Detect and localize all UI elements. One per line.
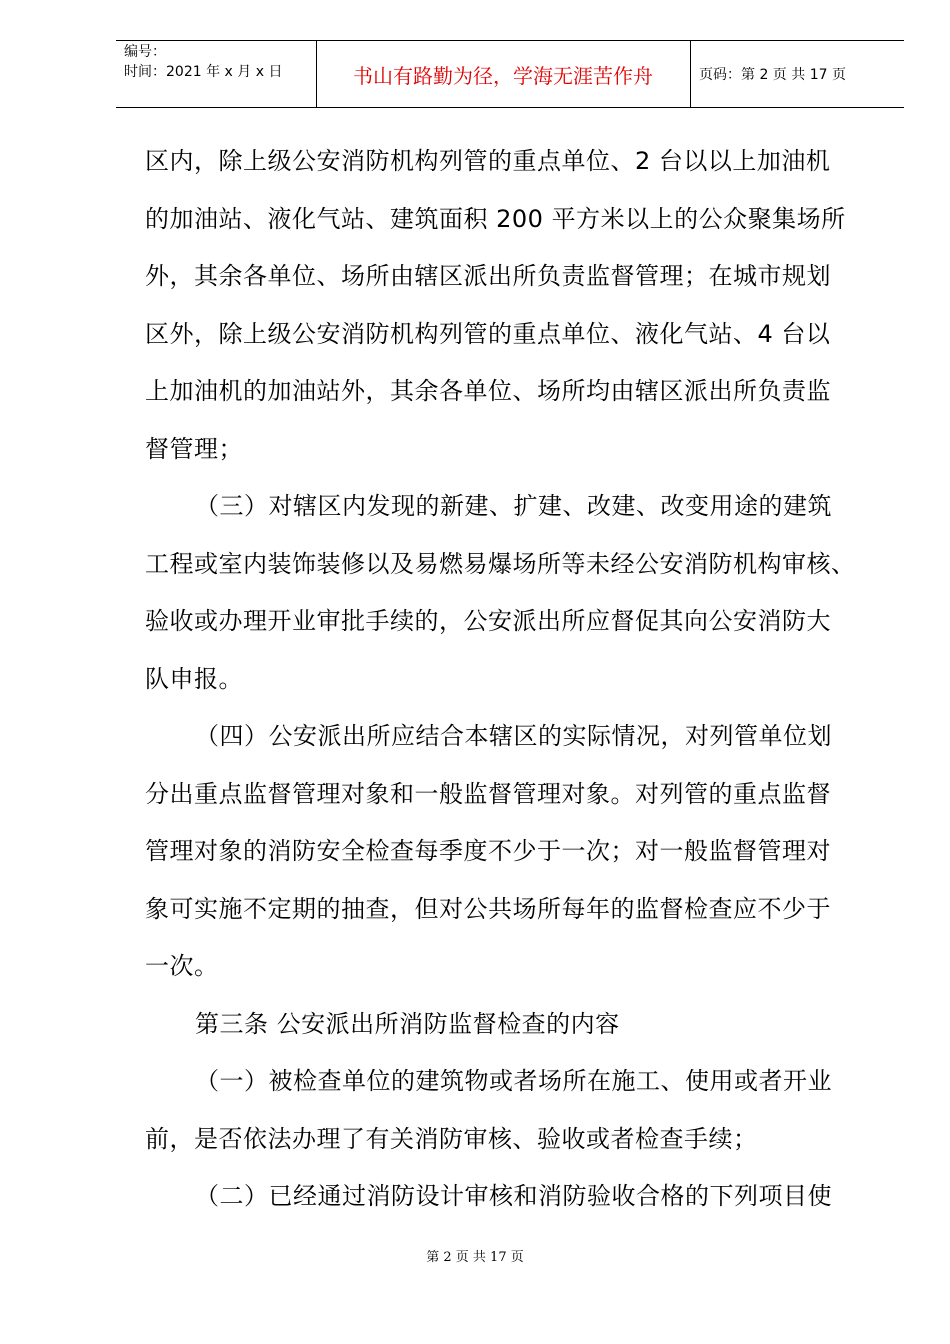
body-line: 的加油站、液化气站、建筑面积 200 平方米以上的公众聚集场所 — [145, 204, 846, 233]
time-label: 时间：2021 年 x 月 x 日 — [124, 64, 283, 80]
number-label: 编号： — [124, 44, 166, 60]
body-line: （一）被检查单位的建筑物或者场所在施工、使用或者开业 — [195, 1067, 832, 1095]
body-line: （二）已经通过消防设计审核和消防验收合格的下列项目使 — [195, 1182, 832, 1210]
body-line: 区内，除上级公安消防机构列管的重点单位、2 台以以上加油机 — [145, 147, 831, 175]
body-line: 外，其余各单位、场所由辖区派出所负责监督管理；在城市规划 — [145, 262, 831, 290]
body-line: （三）对辖区内发现的新建、扩建、改建、改变用途的建筑 — [195, 492, 832, 520]
document-body — [145, 133, 865, 1226]
header-meta — [116, 41, 317, 107]
body-line: 督管理； — [145, 434, 243, 463]
body-line: 队申报。 — [145, 664, 243, 693]
page-footer: 第 2 页 共 17 页 — [426, 1250, 524, 1265]
body-line: 验收或办理开业审批手续的，公安派出所应督促其向公安消防大 — [145, 607, 831, 635]
body-line: 象可实施不定期的抽查，但对公共场所每年的监督检查应不少于 — [145, 894, 831, 923]
body-line: 分出重点监督管理对象和一般监督管理对象。对列管的重点监督 — [145, 779, 831, 808]
body-line: 工程或室内装饰装修以及易燃易爆场所等未经公安消防机构审核、 — [145, 549, 856, 578]
page-header — [116, 40, 904, 108]
article-heading: 第三条 公安派出所消防监督检查的内容 — [195, 1009, 620, 1038]
motto: 书山有路勤为径，学海无涯苦作舟 — [316, 41, 691, 107]
body-line: 区外，除上级公安消防机构列管的重点单位、液化气站、4 台以 — [145, 319, 831, 348]
body-line: 前，是否依法办理了有关消防审核、验收或者检查手续； — [145, 1124, 758, 1153]
header-page-info: 页码：第 2 页 共 17 页 — [699, 67, 846, 83]
body-line: 管理对象的消防安全检查每季度不少于一次；对一般监督管理对 — [145, 837, 831, 865]
body-line: 一次。 — [145, 952, 219, 980]
body-line: 上加油机的加油站外，其余各单位、场所均由辖区派出所负责监 — [145, 377, 831, 405]
body-line: （四）公安派出所应结合本辖区的实际情况，对列管单位划 — [195, 722, 832, 750]
